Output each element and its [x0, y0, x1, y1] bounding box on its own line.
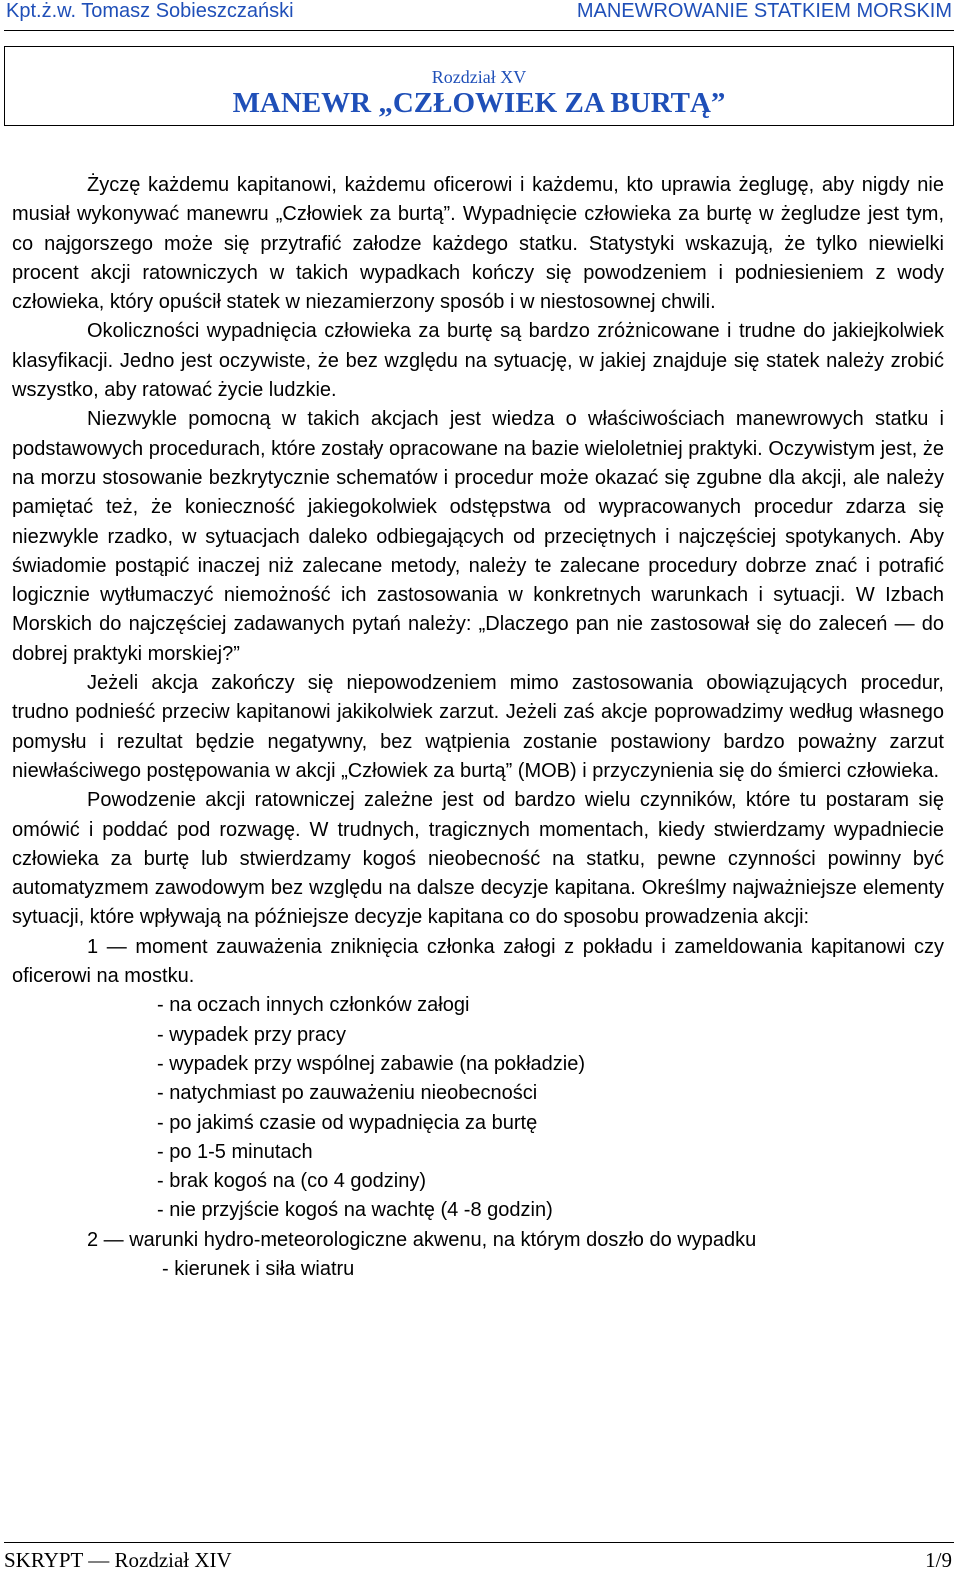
header-divider: [4, 30, 954, 31]
paragraph: Życzę każdemu kapitanowi, każdemu oficerowi i każdemu, kto uprawia żeglugę, aby nigdy nie musiał wykonywać manewru „Człowiek za burtą”. Wypadnięcie człowieka za burtę w żegludze jest tym, co najgorszego może się przytrafić załodze każdego statku. Statystyki wskazują, że tylko niewielki procent akcji ratowniczych w takich wypadkach kończy się powodzeniem i podniesieniem z wody człowieka, który opuścił statek w niezamierzony sposób i w niestosownej chwili.: [12, 174, 944, 314]
list-item: - nie przyjście kogoś na wachtę (4 -8 godzin): [157, 1199, 553, 1222]
list-item: - brak kogoś na (co 4 godziny): [157, 1170, 427, 1193]
page-number: 1/9: [925, 1548, 952, 1572]
list-item: - kierunek i siła wiatru: [162, 1257, 355, 1280]
list-item: - wypadek przy pracy: [157, 1023, 346, 1046]
list-hydro-conditions: [12, 1255, 944, 1284]
header-author: Kpt.ż.w. Tomasz Sobieszczański: [6, 0, 294, 22]
chapter-number: Rozdział XV: [431, 67, 527, 87]
list-item: - po 1-5 minutach: [157, 1140, 313, 1163]
footer-divider: [4, 1542, 954, 1543]
paragraph: 1 — moment zauważenia zniknięcia członka załogi z pokładu i zameldowania kapitanowi czy oficerowi na mostku.: [12, 935, 944, 988]
paragraph: Okoliczności wypadnięcia człowieka za burtę są bardzo zróżnicowane i trudne do jakiejkolwiek klasyfikacji. Jedno jest oczywiste, że bez względu na sytuację, w jakiej znajduje się statek należy zrobić wszystko, aby ratować życie ludzkie.: [12, 320, 944, 402]
numbered-item: 2 — warunki hydro-meteorologiczne akwenu, na którym doszło do wypadku: [87, 1228, 757, 1251]
list-moment-details: [12, 991, 944, 1225]
paragraph: Jeżeli akcja zakończy się niepowodzeniem mimo zastosowania obowiązujących procedur, trudno podnieść przeciw kapitanowi jakikolwiek zarzut. Jeżeli zaś akcje poprowadzimy według własnego pomysłu i rezultat będzie negatywny, bez wątpienia zostanie postawiony bardzo poważny zarzut niewłaściwego postępowania w akcji „Człowiek za burtą” (MOB) i przyczynienia się do śmierci człowieka.: [12, 672, 944, 782]
page-header: [0, 0, 960, 24]
chapter-title-box: [4, 46, 954, 126]
list-item: - wypadek przy wspólnej zabawie (na pokładzie): [157, 1052, 585, 1075]
footer-label: SKRYPT — Rozdział XIV: [4, 1548, 232, 1572]
list-item: - na oczach innych członków załogi: [157, 994, 470, 1017]
header-book-title: MANEWROWANIE STATKIEM MORSKIM: [576, 0, 952, 22]
paragraph: Niezwykle pomocną w takich akcjach jest wiedza o właściwościach manewrowych statku i podstawowych procedurach, które zostały opracowane na bazie wieloletniej praktyki. Oczywistym jest, że na morzu stosowanie bezkrytycznie schematów i procedur może okazać się zgubne dla akcji, ale należy pamiętać też, że konieczność jakiegokolwiek odstępstwa od wypracowanych procedur zdarza się niezwykle rzadko, w sytuacjach daleko odbiegających od przeciętnych i najczęściej spotykanych. Aby świadomie postąpić inaczej niż zalecane metody, należy te zalecane procedury dobrze znać i potrafić logicznie wytłumaczyć niemożność ich zastosowania w konkretnych warunkach i sytuacji. W Izbach Morskich do najczęściej zadawanych pytań należy: „Dlaczego pan nie zastosował się do zaleceń — do dobrej praktyki morskiej?”: [12, 408, 944, 665]
list-item: - po jakimś czasie od wypadnięcia za burtę: [157, 1111, 538, 1134]
paragraph: Powodzenie akcji ratowniczej zależne jest od bardzo wielu czynników, które tu postaram się omówić i poddać pod rozwagę. W trudnych, tragicznych momentach, kiedy stwierdzamy wypadniecie człowieka za burtę lub stwierdzamy kogoś nieobecność na statku, pewne czynności powinny być automatyzmem zawodowym bez względu na dalsze decyzje kapitana. Określmy najważniejsze elementy sytuacji, które wpływają na późniejsze decyzje kapitana co do sposobu prowadzenia akcji:: [12, 789, 944, 929]
document-body: [12, 171, 944, 1284]
list-item: - natychmiast po zauważeniu nieobecności: [157, 1082, 538, 1105]
chapter-title: MANEWR „CZŁOWIEK ZA BURTĄ”: [232, 87, 726, 119]
